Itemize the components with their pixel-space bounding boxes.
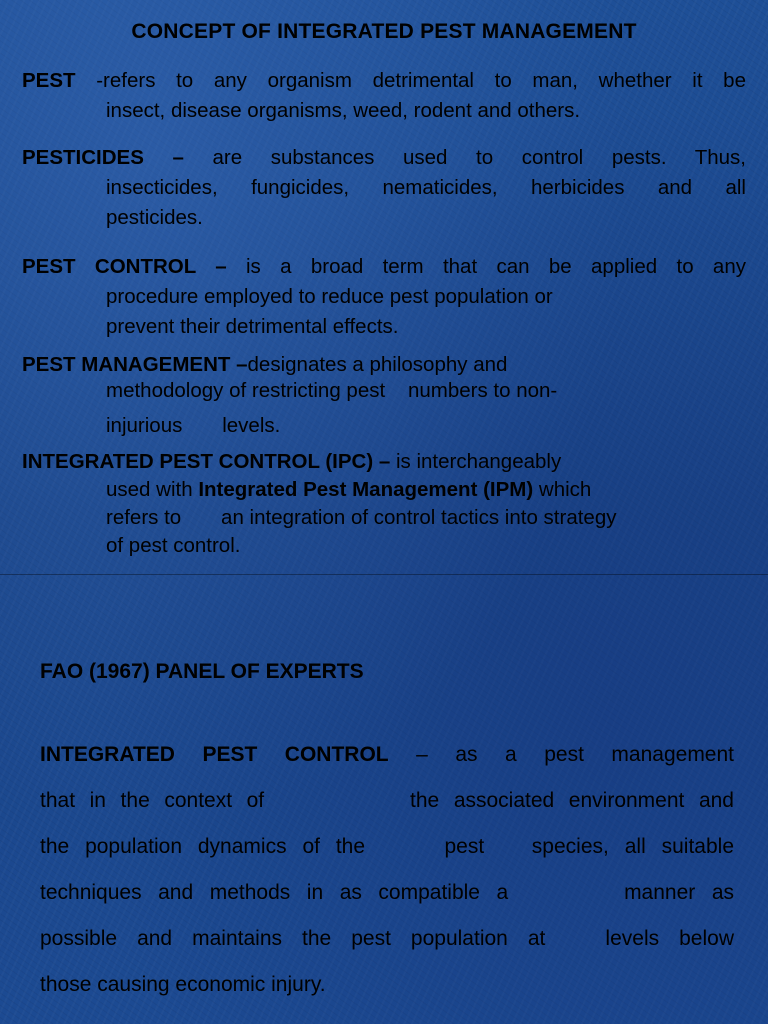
definition-pest-control [22,252,746,342]
term-ipc: INTEGRATED PEST CONTROL (IPC) – [22,450,391,473]
slide-title: CONCEPT OF INTEGRATED PEST MANAGEMENT [131,20,637,43]
definition-text: are substances used to control pests. Thus, [183,146,746,169]
definition-text: possible and maintains the pest population at levels below [40,927,734,950]
term-ipm: Integrated Pest Management (IPM) [198,478,534,501]
definition-text: methodology of restricting pest numbers to non- [106,379,558,402]
definition-text: insecticides, fungicides, nematicides, herbicides and all [106,176,746,199]
term-pesticides: PESTICIDES – [22,146,184,169]
definition-text: -refers to any organism detrimental to man, whether it be [75,69,746,92]
definition-text: – as a pest management [388,743,735,766]
definition-text: refers to an integration of control tactics into strategy [106,506,617,529]
term-pest: PEST [22,69,76,92]
definition-text: the population dynamics of the pest species, all suitable [40,835,734,858]
definition-pest [22,66,746,126]
definition-text: is interchangeably [390,450,562,473]
definition-text: designates a philosophy and [247,353,508,376]
definition-text: is a broad term that can be applied to any [226,255,746,278]
definition-pesticides [22,143,746,233]
definition-text: injurious levels. [106,414,281,437]
definition-text: of pest control. [106,534,241,557]
definition-text [22,476,746,504]
definition-text: that in the context of the associated environment and [40,789,734,812]
definition-text-part: which [533,478,592,501]
term-integrated-pest-control: INTEGRATED PEST CONTROL [40,743,389,766]
definition-text: those causing economic injury. [40,973,326,996]
panel-heading: FAO (1967) PANEL OF EXPERTS [40,660,364,683]
definition-text: procedure employed to reduce pest population or [106,285,553,308]
fao-definition [40,738,734,1014]
definition-text: pesticides. [106,206,203,229]
definition-text: insect, disease organisms, weed, rodent and others. [106,99,581,122]
term-pest-control: PEST CONTROL – [22,255,227,278]
definition-pest-management [22,352,746,439]
term-pest-management: PEST MANAGEMENT – [22,353,248,376]
definition-text: prevent their detrimental effects. [106,315,399,338]
definition-text-part: used with [106,478,199,501]
definition-text: techniques and methods in as compatible a manner as [40,881,734,904]
